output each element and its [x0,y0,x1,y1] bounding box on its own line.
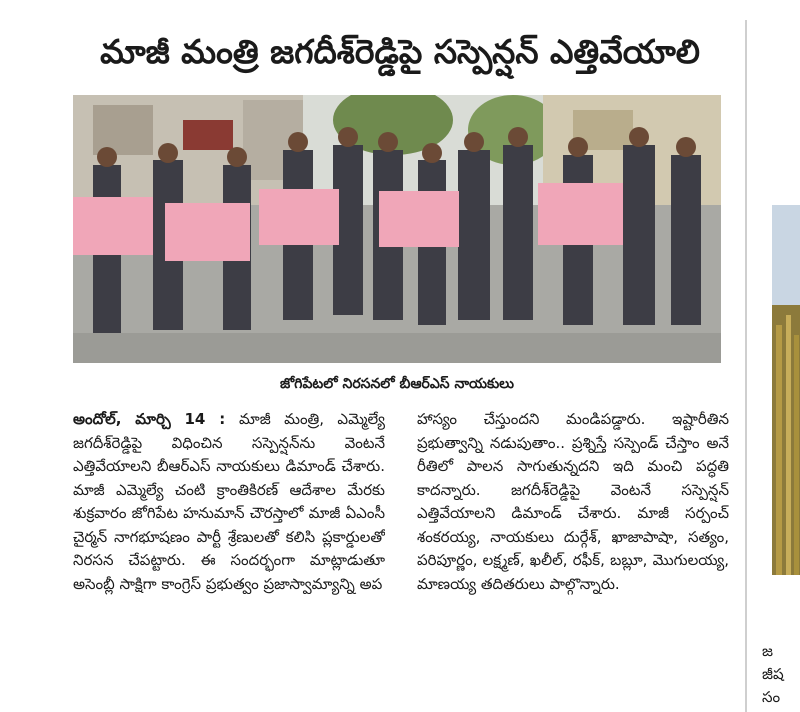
article-body-left [73,408,385,708]
photo-caption: జోగిపేటలో నిరసనలో బీఆర్‌ఎస్ నాయకులు [280,376,514,392]
adjacent-article-text [762,640,800,712]
adjacent-line: జ [762,642,773,660]
body-text-left: మాజీ మంత్రి, ఎమ్మెల్యే జగదీశ్‌రెడ్డిపై విధించిన సస్పెన్షన్‌ను వెంటనే ఎత్తివేయాలని బీఆర్‌ఎస్ నాయకులు డిమాండ్ చేశారు. మాజీ ఎమ్మెల్యే చంటి క్రాంతికిరణ్ ఆదేశాల మేరకు శుక్రవారం జోగిపేట హనుమాన్ చౌరస్తాలో మాజీ ఏఎంసీ చైర్మన్ నాగభూషణం పార్టీ శ్రేణులతో కలిసి ప్లకార్డులతో నిరసన చేపట్టారు. ఈ సందర్భంగా మాట్లాడుతూ అసెంబ్లీ సాక్షిగా కాంగ్రెస్ ప్రభుత్వం ప్రజాస్వామ్యాన్ని అప [73,410,385,593]
dateline: అందోల్, మార్చి 14 : [73,410,240,428]
news-photo [73,95,721,363]
adjacent-line: సం [762,688,781,706]
headline: మాజీ మంత్రి జగదీశ్‌రెడ్డిపై సస్పెన్షన్ ఎత్తివేయాలి [100,32,700,71]
adjacent-line: జీష [762,665,784,683]
article-body-right: హాస్యం చేస్తుందని మండిపడ్డారు. ఇష్టారీతిన ప్రభుత్వాన్ని నడుపుతాం.. ప్రశ్నిస్తే సస్పెండ్ చేస్తాం అనే రీతిలో పాలన సాగుతున్నదని ఇది మంచి పద్ధతి కాదన్నారు. జగదీశ్‌రెడ్డిపై వెంటనే సస్పెన్షన్ ఎత్తివేయాలని డిమాండ్ చేశారు. మాజీ సర్పంచ్ శంకరయ్య, నాయకులు దుర్గేశ్, ఖాజాపాషా, సత్యం, పరిపూర్ణం, లక్ష్మణ్, ఖలీల్, రఫీక్, బబ్లూ, మొగులయ్య, మాణయ్య తదితరులు పాల్గొన్నారు. [417,410,729,593]
column-divider [745,20,747,712]
adjacent-photo-clip [772,205,800,575]
